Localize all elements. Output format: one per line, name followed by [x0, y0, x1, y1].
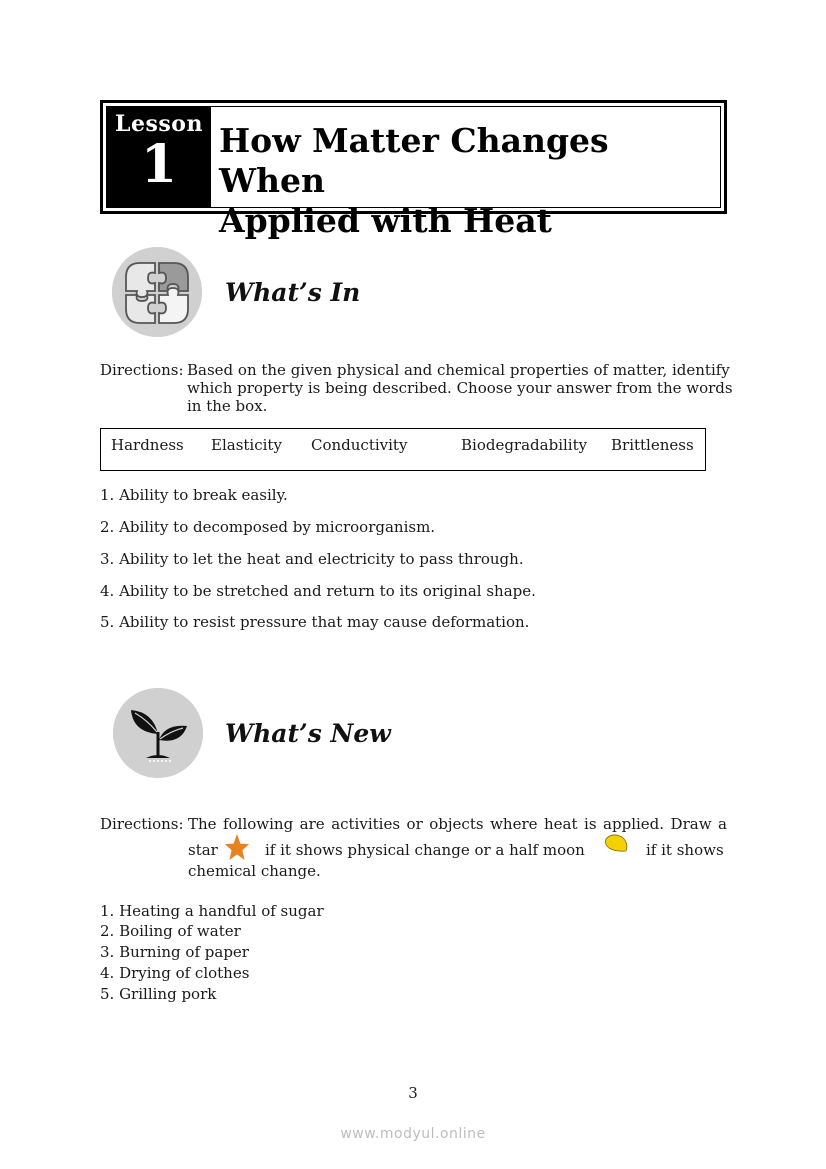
word-box: [100, 428, 706, 471]
star-icon: [224, 833, 250, 865]
lesson-title-line-1: How Matter Changes When: [219, 121, 609, 200]
half-moon-icon: [602, 833, 630, 861]
puzzle-icon: [112, 247, 202, 337]
word-box-item: Elasticity: [211, 436, 282, 454]
directions-line-1: The following are activities or objects where heat is applied. Draw a: [188, 815, 727, 833]
directions-moon-after: if it shows: [646, 841, 724, 859]
list-item: 4. Ability to be stretched and return to its original shape.: [100, 582, 536, 600]
word-box-item: Conductivity: [311, 436, 408, 454]
whats-new-title: What’s New: [225, 719, 391, 748]
list-item: 2. Boiling of water: [100, 922, 241, 940]
whats-in-title: What’s In: [225, 278, 361, 307]
word-box-item: Hardness: [111, 436, 184, 454]
directions-star-before: star: [188, 841, 218, 859]
word-box-item: Brittleness: [611, 436, 694, 454]
lesson-title: [219, 121, 714, 241]
list-item: 3. Ability to let the heat and electricity to pass through.: [100, 550, 524, 568]
directions-line-3: chemical change.: [188, 862, 321, 880]
sprout-icon: [113, 688, 203, 778]
list-item: 2. Ability to decomposed by microorganism.: [100, 518, 436, 536]
list-item: 1. Heating a handful of sugar: [100, 902, 324, 920]
lesson-badge: [107, 107, 211, 207]
whats-new-directions: [100, 815, 728, 881]
list-item: 5. Grilling pork: [100, 985, 217, 1003]
page-number: 3: [408, 1084, 418, 1102]
list-item: 5. Ability to resist pressure that may cause deformation.: [100, 613, 530, 631]
lesson-number: 1: [140, 134, 178, 195]
lesson-header: [100, 100, 727, 240]
directions-line-2: which property is being described. Choose your answer from the words: [187, 379, 733, 397]
directions-line-3: in the box.: [187, 397, 268, 415]
whats-in-directions: [100, 361, 740, 417]
list-item: 4. Drying of clothes: [100, 964, 250, 982]
watermark: www.modyul.online: [340, 1126, 486, 1142]
list-item: 3. Burning of paper: [100, 943, 249, 961]
directions-label: Directions:: [100, 361, 184, 379]
directions-star-after: if it shows physical change or a half moon: [265, 841, 585, 859]
word-box-item: Biodegradability: [461, 436, 588, 454]
directions-label: Directions:: [100, 815, 184, 833]
directions-line-1: Based on the given physical and chemical properties of matter, identify: [187, 361, 730, 379]
lesson-word: Lesson: [115, 111, 203, 137]
lesson-header-inner: [106, 106, 721, 240]
list-item: 1. Ability to break easily.: [100, 486, 288, 504]
lesson-title-line-2: Applied with Heat: [219, 201, 552, 240]
